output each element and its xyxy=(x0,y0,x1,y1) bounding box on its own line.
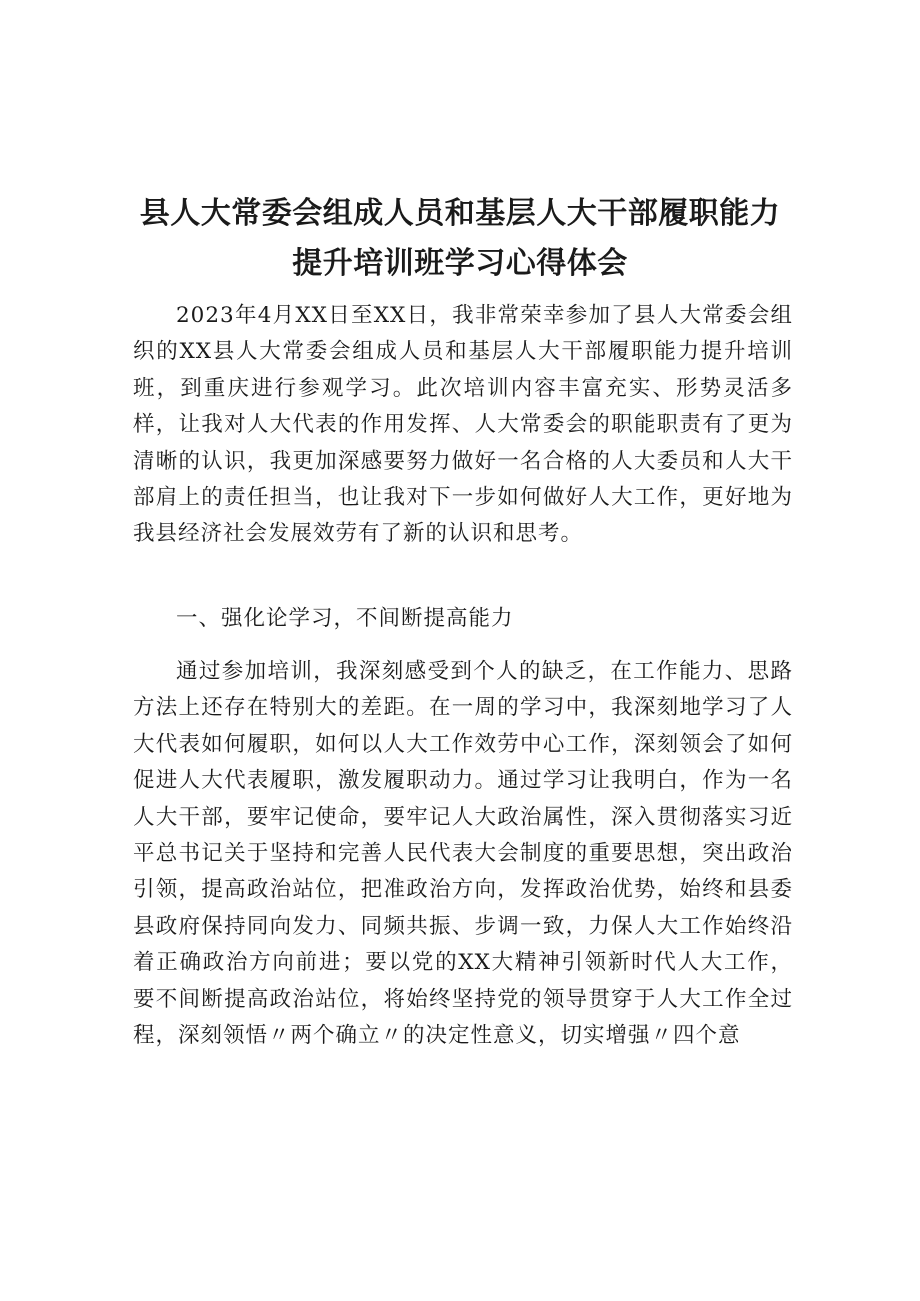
document-title-line-1: 县人大常委会组成人员和基层人大干部履职能力 xyxy=(139,196,781,231)
document-title-line-2: 提升培训班学习心得体会 xyxy=(292,246,628,281)
intro-paragraph: 2023年4月XX日至XX日，我非常荣幸参加了县人大常委会组织的XX县人大常委会组成人员和基层人大干部履职能力提升培训班，到重庆进行参观学习。此次培训内容丰富充实、形势灵活多样，让我对人大代表的作用发挥、人大常委会的职能职责有了更为清晰的认识，我更加深感要努力做好一名合格的人大委员和人大干部肩上的责任担当，也让我对下一步如何做好人大工作，更好地为我县经济社会发展效劳有了新的认识和思考。 xyxy=(133,303,793,547)
section-1-paragraph-block xyxy=(133,654,793,1054)
section-heading-block xyxy=(133,601,793,637)
intro-paragraph-block xyxy=(133,298,793,553)
section-1-heading: 一、强化论学习，不间断提高能力 xyxy=(176,606,514,631)
section-1-paragraph: 通过参加培训，我深刻感受到个人的缺乏，在工作能力、思路方法上还存在特别大的差距。在一周的学习中，我深刻地学习了人大代表如何履职，如何以人大工作效劳中心工作，深刻领会了如何促进人大代表履职，激发履职动力。通过学习让我明白，作为一名人大干部，要牢记使命，要牢记人大政治属性，深入贯彻落实习近平总书记关于坚持和完善人民代表大会制度的重要思想，突出政治引领，提高政治站位，把准政治方向，发挥政治优势，始终和县委县政府保持同向发力、同频共振、步调一致，力保人大工作始终沿着正确政治方向前进；要以党的XX大精神引领新时代人大工作，要不间断提高政治站位，将始终坚持党的领导贯穿于人大工作全过程，深刻领悟〃两个确立〃的决定性意义，切实增强〃四个意 xyxy=(133,659,793,1049)
